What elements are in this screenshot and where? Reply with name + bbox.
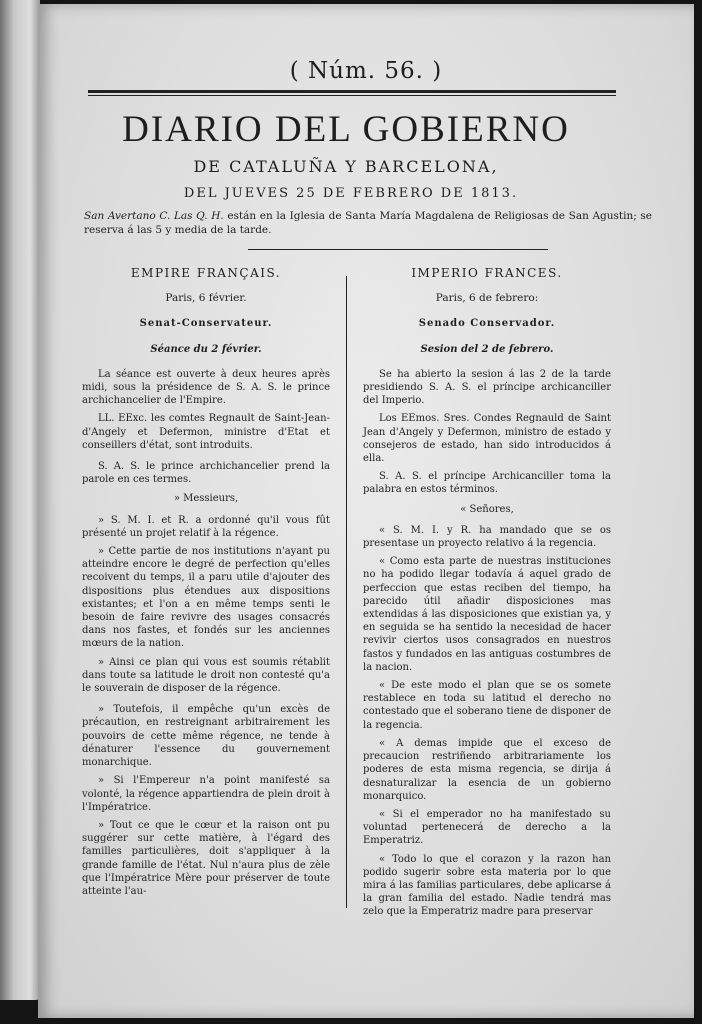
spanish-paragraph: « De este modo el plan que se os somete restablece en toda su latitud el derecho no contestado que el soberano tiene de disponer de la regencia. bbox=[363, 680, 611, 731]
french-paragraph: » Toutefois, il empêche qu'un excès de précaution, en restreignant arbitrairement les pouvoirs de cette même régence, ne tende à dénaturer l'essence du gouvernement monarchique. bbox=[82, 704, 330, 769]
french-column bbox=[82, 267, 330, 903]
spanish-paragraph: « Todo lo que el corazon y la razon han podido sugerir sobre esta materia por lo que mira á las familias particulares, debe aplicarse á la gran familia del estado. Nadie tendrá mas zelo que la Emperatriz madre para preservar bbox=[363, 853, 611, 918]
dateline: DEL JUEVES 25 DE FEBRERO DE 1813. bbox=[183, 186, 519, 201]
column-divider bbox=[346, 276, 347, 908]
saints-notice bbox=[84, 209, 652, 237]
spanish-paragraph: « Si el emperador no ha manifestado su voluntad pertenecerá de derecho a la Emperatriz. bbox=[363, 808, 611, 847]
french-paragraph: S. A. S. le prince archichancelier prend la parole en ces termes. bbox=[82, 461, 330, 486]
spanish-place-date: Paris, 6 de febrero: bbox=[435, 292, 539, 305]
issue-number: ( Núm. 56. ) bbox=[289, 58, 443, 84]
spanish-paragraph: Se ha abierto la sesion á las 2 de la tarde presidiendo S. A. S. el príncipe archicanciller del Imperio. bbox=[363, 368, 611, 407]
spanish-body-name: Senado Conservador. bbox=[418, 318, 556, 330]
spanish-paragraph: « S. M. I. y R. ha mandado que se os presentase un proyecto relativo á la regencia. bbox=[363, 524, 611, 550]
spanish-session: Sesion del 2 de febrero. bbox=[420, 343, 554, 355]
newspaper-page bbox=[38, 4, 694, 1018]
french-paragraph: » S. M. I. et R. a ordonné qu'il vous fût présenté un projet relatif à la régence. bbox=[82, 514, 330, 539]
spanish-column bbox=[363, 267, 611, 924]
french-place-date: Paris, 6 février. bbox=[165, 292, 247, 305]
notice-rule bbox=[248, 249, 548, 250]
french-paragraph: LL. EExc. les comtes Regnault de Saint-Jean-d'Angely et Defermon, ministre d'Etat et conseillers d'état, sont introduits. bbox=[82, 413, 330, 451]
newspaper-title: DIARIO DEL GOBIERNO bbox=[122, 109, 570, 150]
french-session: Séance du 2 février. bbox=[150, 343, 262, 355]
saint-of-day: San Avertano C. bbox=[84, 210, 171, 222]
spanish-paragraph: « A demas impide que el exceso de precaucion restriñendo arbitrariamente los poderes de esta misma regencia, se dirija á desnaturalizar la esencia de un gobierno monarquico. bbox=[363, 737, 611, 802]
french-paragraph: » Si l'Empereur n'a point manifesté sa volonté, la régence appartiendra de plein droit à l'Impératrice. bbox=[82, 775, 330, 813]
french-paragraph: » Tout ce que le cœur et la raison ont pu suggérer sur cette matière, à l'égard des familles particulières, doit s'appliquer à la grande famille de l'état. Nul n'aura plus de zèle que l'Impératrice Mère pour préserver de toute atteinte l'au- bbox=[82, 819, 330, 897]
spanish-paragraph: S. A. S. el príncipe Archicanciller toma la palabra en estos términos. bbox=[363, 471, 611, 496]
french-greeting: » Messieurs, bbox=[173, 493, 239, 505]
french-paragraph: » Ainsi ce plan qui vous est soumis rétablit dans toute sa latitude le droit non contesté qu'a le souverain de disposer de la régence. bbox=[82, 656, 330, 695]
spanish-greeting: « Señores, bbox=[460, 503, 514, 515]
spanish-paragraph: Los EEmos. Sres. Condes Regnauld de Saint Jean d'Angely y Defermon, ministro de estado y consejeros de estado, han sido introducidos á ella. bbox=[363, 413, 611, 465]
french-paragraph: La séance est ouverte à deux heures après midi, sous la présidence de S. A. S. le prince archichancelier de l'Empire. bbox=[82, 368, 330, 407]
french-paragraph: » Cette partie de nos institutions n'ayant pu atteindre encore le degré de perfection qu'elles recoivent du temps, il a paru utile d'ajouter des dispositions plus étendues aux dispositions existantes; et l'on a en même temps senti le besoin de faire revivre des usages consacrés dans nos fastes, et fondés sur les anciennes mœurs de la nation. bbox=[82, 546, 330, 650]
left-page-edge bbox=[0, 0, 40, 1000]
saint-rest: Las Q. H. bbox=[173, 210, 224, 222]
french-heading: EMPIRE FRANÇAIS. bbox=[130, 266, 282, 280]
notice-text: están en la Iglesia de Santa María Magdalena de Religiosas de San Agustin; se reserva á las 5 y media de la tarde. bbox=[84, 210, 652, 236]
masthead-rule bbox=[88, 90, 616, 96]
french-body-name: Senat-Conservateur. bbox=[139, 318, 273, 330]
newspaper-subtitle: DE CATALUÑA Y BARCELONA, bbox=[193, 157, 499, 176]
spanish-paragraph: « Como esta parte de nuestras instituciones no ha podido llegar todavía á aquel grado de perfeccion que estas reciben del tiempo, ha parecido útil añadir disposiciones mas extendidas á las disposiciones que existian ya, y en seguida se ha sentido la necesidad de hacer revivir ciertos usos consagrados en nuestros fastos y fundados en las antiguas costumbres de la nacion. bbox=[363, 556, 611, 673]
spanish-heading: IMPERIO FRANCES. bbox=[411, 266, 563, 280]
